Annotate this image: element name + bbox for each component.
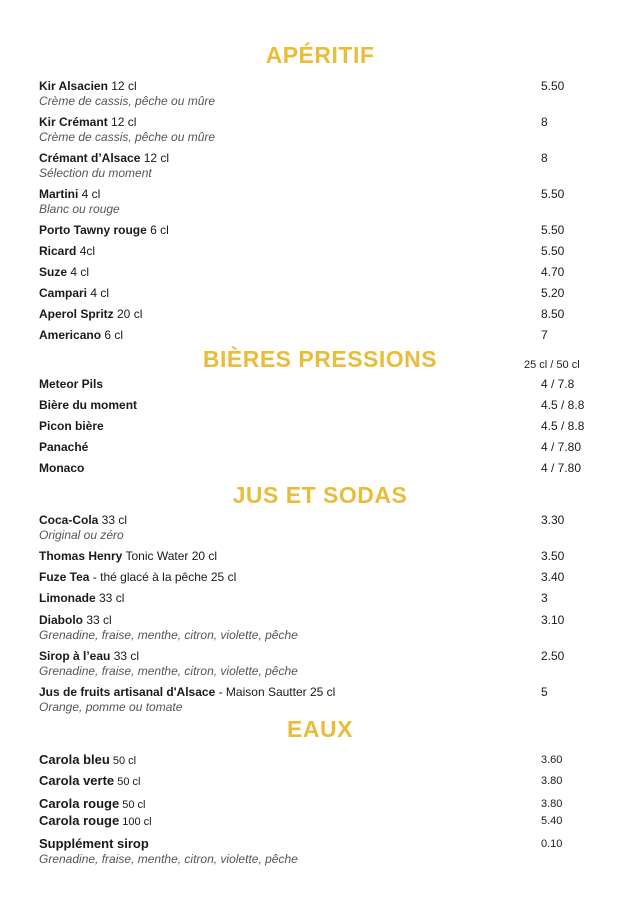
item-price: 5.50 xyxy=(541,244,565,258)
menu-item xyxy=(39,752,599,769)
item-price: 4 / 7.8 xyxy=(541,377,575,391)
menu-item xyxy=(39,285,599,301)
item-price: 2.50 xyxy=(541,649,565,663)
menu-item xyxy=(39,418,599,434)
item-name: Picon bière xyxy=(39,419,104,433)
item-name: Carola rouge xyxy=(39,813,120,828)
item-name: Panaché xyxy=(39,440,89,454)
section-title-bieres: BIÈRES PRESSIONS xyxy=(202,346,438,372)
item-price: 5 xyxy=(541,685,548,699)
item-price: 5.50 xyxy=(541,79,565,93)
item-name: Kir Alsacien xyxy=(39,79,108,93)
item-name: Limonade xyxy=(39,591,96,605)
item-price: 3.50 xyxy=(541,549,565,563)
item-description: Orange, pomme ou tomate xyxy=(39,700,183,714)
menu-item xyxy=(39,548,599,564)
item-detail: Tonic Water 20 cl xyxy=(122,549,218,563)
menu-item xyxy=(39,243,599,259)
item-name: Ricard xyxy=(39,244,77,258)
item-detail: - thé glacé à la pêche 25 cl xyxy=(89,570,237,584)
item-price: 8 xyxy=(541,151,548,165)
item-name: Kir Crémant xyxy=(39,115,108,129)
item-detail: 4 cl xyxy=(78,187,101,201)
item-price: 5.20 xyxy=(541,286,565,300)
menu-item xyxy=(39,114,599,144)
section-title-aperitif: APÉRITIF xyxy=(265,42,375,68)
item-price: 7 xyxy=(541,328,548,342)
item-detail: 6 cl xyxy=(146,223,169,237)
section-title-eaux: EAUX xyxy=(287,716,353,742)
menu-item xyxy=(39,684,599,714)
menu-item xyxy=(39,590,599,606)
item-price: 3 xyxy=(541,591,548,605)
section-title-jus: JUS ET SODAS xyxy=(232,482,408,508)
item-name: Meteor Pils xyxy=(39,377,104,391)
item-detail: 6 cl xyxy=(101,328,124,342)
item-name: Sirop à l’eau xyxy=(39,649,111,663)
item-detail: - Maison Sautter 25 cl xyxy=(215,685,336,699)
item-detail: 4 cl xyxy=(87,286,110,300)
item-price: 5.50 xyxy=(541,223,565,237)
item-description: Grenadine, fraise, menthe, citron, violette, pêche xyxy=(39,628,298,642)
item-name: Carola rouge xyxy=(39,796,120,811)
item-detail: 50 cl xyxy=(109,755,137,767)
item-detail: 33 cl xyxy=(110,649,140,663)
item-detail: 50 cl xyxy=(114,776,141,788)
item-detail: 20 cl xyxy=(113,307,143,321)
item-detail: 50 cl xyxy=(119,799,146,811)
item-name: Aperol Spritz xyxy=(39,307,114,321)
item-name: Carola bleu xyxy=(39,752,110,767)
item-detail: 4 cl xyxy=(67,265,90,279)
item-price: 3.60 xyxy=(541,754,563,766)
item-name: Diabolo xyxy=(39,613,83,627)
item-name: Martini xyxy=(39,187,79,201)
item-name: Suze xyxy=(39,265,68,279)
menu-item xyxy=(39,264,599,280)
item-name: Americano xyxy=(39,328,102,342)
menu-item xyxy=(39,648,599,678)
menu-item xyxy=(39,612,599,642)
item-name: Crémant d’Alsace xyxy=(39,151,141,165)
item-detail: 33 cl xyxy=(95,591,125,605)
item-name: Monaco xyxy=(39,461,85,475)
menu-item xyxy=(39,836,599,866)
item-price: 3.40 xyxy=(541,570,565,584)
item-name: Coca-Cola xyxy=(39,513,99,527)
menu-item xyxy=(39,512,599,542)
menu-item xyxy=(39,186,599,216)
item-detail: 12 cl xyxy=(140,151,170,165)
item-price: 5.50 xyxy=(541,187,565,201)
menu-item xyxy=(39,376,599,392)
item-detail: 100 cl xyxy=(119,816,152,828)
column-header: 25 cl / 50 cl xyxy=(524,359,580,371)
item-description: Original ou zéro xyxy=(39,528,124,542)
item-price: 5.40 xyxy=(541,815,563,827)
menu-item xyxy=(39,773,599,790)
item-description: Crème de cassis, pêche ou mûre xyxy=(39,94,216,108)
item-name: Fuze Tea xyxy=(39,570,90,584)
menu-item xyxy=(39,306,599,322)
item-price: 8.50 xyxy=(541,307,565,321)
item-price: 0.10 xyxy=(541,838,563,850)
menu-item xyxy=(39,460,599,476)
menu-item xyxy=(39,150,599,180)
item-price: 3.80 xyxy=(541,775,563,787)
item-description: Blanc ou rouge xyxy=(39,202,120,216)
menu-item xyxy=(39,327,599,343)
item-detail: 12 cl xyxy=(107,79,137,93)
menu-item xyxy=(39,397,599,413)
item-name: Carola verte xyxy=(39,773,115,788)
item-detail: 33 cl xyxy=(83,613,112,627)
item-name: Bière du moment xyxy=(39,398,138,412)
menu-item xyxy=(39,78,599,108)
item-price: 4.5 / 8.8 xyxy=(541,419,585,433)
item-name: Thomas Henry xyxy=(39,549,123,563)
item-description: Grenadine, fraise, menthe, citron, violette, pêche xyxy=(39,852,298,866)
item-name: Jus de fruits artisanal d'Alsace xyxy=(39,685,216,699)
item-name: Porto Tawny rouge xyxy=(39,223,147,237)
item-price: 3.30 xyxy=(541,513,565,527)
item-price: 3.80 xyxy=(541,798,563,810)
item-price: 4 / 7.80 xyxy=(541,440,582,454)
item-price: 4.5 / 8.8 xyxy=(541,398,585,412)
menu-item xyxy=(39,813,599,830)
item-description: Crème de cassis, pêche ou mûre xyxy=(39,130,216,144)
item-detail: 12 cl xyxy=(107,115,137,129)
item-detail: 4cl xyxy=(76,244,96,258)
item-description: Sélection du moment xyxy=(39,166,152,180)
menu-item xyxy=(39,569,599,585)
item-description: Grenadine, fraise, menthe, citron, violette, pêche xyxy=(39,664,298,678)
item-detail: 33 cl xyxy=(98,513,128,527)
item-price: 4 / 7.80 xyxy=(541,461,582,475)
item-name: Supplément sirop xyxy=(39,836,149,851)
item-price: 8 xyxy=(541,115,548,129)
menu-item xyxy=(39,439,599,455)
menu-item xyxy=(39,222,599,238)
item-price: 4.70 xyxy=(541,265,565,279)
menu-item xyxy=(39,796,599,813)
item-price: 3.10 xyxy=(541,613,565,627)
item-name: Campari xyxy=(39,286,88,300)
